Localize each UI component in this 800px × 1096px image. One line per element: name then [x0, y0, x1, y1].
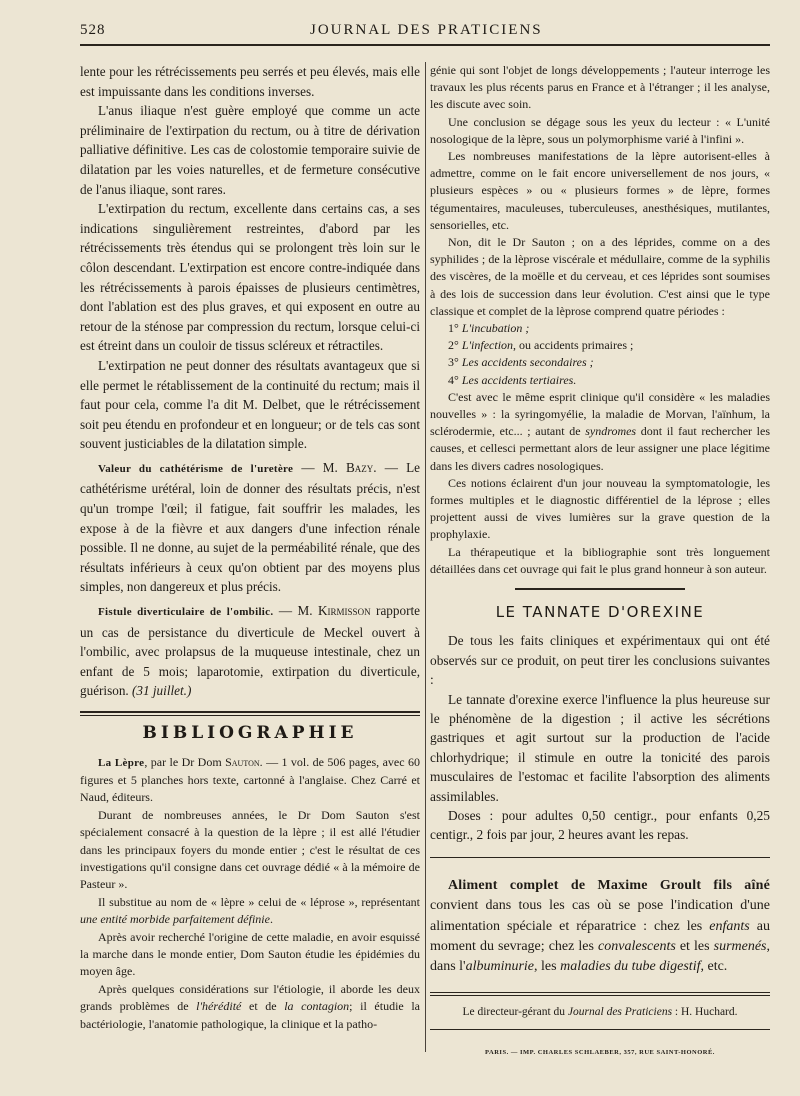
author-name: Bazy	[345, 459, 374, 475]
paragraph: L'extirpation du rectum, excellente dans certains cas, a ses indications singulièrement restreintes, d'abord par les rétrécissements très étendus qui se prolongent très loin sur le côlon descendant. L'extirpation est encore contre-indiquée dans les rétrécissements à parois épaisses de plusieurs centimètres, dont l'ablation est des plus graves, et qui exposent en outre au retour de la sténose par compression du rectum, lorsque celui-ci est étreint dans un couloir de tissus scléreux et rétractiles.	[80, 201, 420, 354]
paragraph	[80, 894, 420, 929]
text: , etc.	[700, 959, 728, 975]
section-rule	[80, 711, 420, 713]
text-italic: albuminurie	[465, 959, 535, 975]
text: . — Le cathétérisme urétéral, loin de donner des résultats précis, n'est qu'un trompe l'œil; il fatigue, fait souffrir les malades, les expose à de la fièvre et aux dangers d'une infection rénale possible. Il ne donne, au sujet de la perméabilité rénale, que des résultats inférieurs à ceux qu'on obtient par des moyens plus simples, non dangereux et plus précis.	[80, 459, 420, 595]
journal-title: JOURNAL DES PRATICIENS	[310, 22, 543, 38]
period-rest: , ou accidents primaires ;	[513, 338, 634, 353]
text: C'est avec le même esprit clinique qu'il considère « les maladies nouvelles » : la syringomyélie, la maladie de Morvan, l'aïnhum, la sclérodermie, etc... ; autant de	[430, 389, 770, 439]
paragraph: Le tannate d'orexine exerce l'influence la plus heureuse sur le phénomène de la digestion ; il active les sécrétions gastriques et agit surtout sur la production de l'acide chlorhydrique; il stimule en outre la tonicité des parois musculaires de l'estomac et facilite l'absorption des aliments assimilables.	[430, 691, 770, 804]
author-name: Kirmisson	[318, 603, 371, 619]
footer-rule	[430, 992, 770, 996]
tannate-section	[430, 631, 770, 844]
period-number: 2°	[448, 338, 459, 353]
text: ; il étudie la bactériologie, l'anatomie pathologique, la clinique et la patho-	[80, 999, 421, 1031]
paragraph: lente pour les rétrécissements peu serrés et peu élevés, mais elle est impuissante dans les conditions inverses.	[80, 64, 420, 99]
text: . — 1 vol. de 506 pages, avec 60 figures et 5 planches hors texte, cartonné à l'anglaise. Chez Carré et Naud, éditeurs.	[80, 754, 421, 805]
printer-line: PARIS. — IMP. CHARLES SCHLAEBER, 357, RUE SAINT-HONORÉ.	[485, 1049, 715, 1056]
book-title: La Lèpre	[98, 756, 145, 769]
book-entry	[80, 754, 420, 807]
text: Après quelques considérations sur l'étiologie, il aborde les deux grands problèmes de	[80, 981, 420, 1014]
text: Le directeur-gérant du	[462, 1005, 568, 1018]
period-number: 1°	[448, 321, 459, 336]
paragraph-bazy	[80, 458, 420, 597]
period-label: Les accidents secondaires ;	[461, 355, 594, 370]
text: — M.	[273, 603, 319, 619]
period-item	[430, 372, 770, 389]
paragraph: Non, dit le Dr Sauton ; on a des léprides, comme on a des syphilides ; de la lèprose viscérale et médullaire, comme de la syphilis des viscères, de la moëlle et du cerveau, et ces léprides sont soumises à des lois de succession dans leur évolution. C'est ainsi que le type classique et complet de la lèprose comprend quatre périodes :	[430, 235, 770, 318]
text-italic: enfants	[709, 918, 750, 934]
paragraph: L'anus iliaque n'est guère employé que comme un acte préliminaire de l'extirpation du rectum, ou à titre de dérivation palliative définitive. Les cas de colostomie temporaire suivie de dilatation par les voies naturelles, et de fermeture consécutive de l'anus iliaque, sont rares.	[80, 103, 420, 197]
page-number: 528	[80, 22, 106, 38]
column-divider	[425, 62, 426, 1052]
text: et les	[675, 938, 714, 954]
bibliography-title: BIBLIOGRAPHIE	[142, 723, 358, 743]
paragraph: Une conclusion se dégage sous les yeux du lecteur : « L'unité nosologique de la lèpre, sous un polymorphisme varié à l'infini ».	[430, 114, 770, 146]
paragraph: La thérapeutique et la bibliographie sont très longuement détaillées dans cet ouvrage qui fait le plus grand honneur à son auteur.	[430, 544, 770, 576]
text-italic: maladies du tube digestif	[560, 959, 701, 975]
text-italic: surmenés	[713, 938, 767, 954]
tannate-title: LE TANNATE D'OREXINE	[495, 603, 705, 622]
text: rapporte un cas de persistance du diverticule de Meckel ouvert à l'ombilic, avec prolapsus de la muqueuse intestinale, chez un enfant de 5 mois; laparotomie, extirpation du diverticule, guérison.	[80, 603, 420, 699]
text: , par le Dr Dom	[144, 754, 226, 769]
paragraph	[80, 981, 420, 1033]
period-item	[430, 354, 770, 371]
paragraph: Après avoir recherché l'origine de cette maladie, en avoir esquissé la marche dans le monde entier, Dom Sauton étudie les épidémies du moyen âge.	[80, 929, 420, 979]
date: (31 juillet.)	[132, 683, 192, 699]
paragraph: L'extirpation ne peut donner des résultats avantageux que si elle permet le rétablissement de la continuité du rectum; mais il faut pour cela, comme l'a dit M. Delbet, que le rétrécissement soit peu étendu en profondeur et en longueur; or de tels cas sont souvent justiciables de la dilatation simple.	[80, 357, 420, 452]
text: , les	[534, 959, 561, 975]
section-rule	[515, 588, 685, 590]
text-italic: convalescents	[598, 938, 676, 954]
paragraph-kirmisson	[80, 601, 420, 701]
paragraph: Les nombreuses manifestations de la lèpre autorisent-elles à admettre, comme on le fait encore universellement de nos jours, « plusieurs espèces » ou « plusieurs formes » de lèpre, formes tégumentaires, maculeuses, tuberculeuses, anesthésiques, mutilantes, sensorielles, etc.	[430, 149, 770, 232]
text: et de	[241, 999, 285, 1014]
paragraph	[430, 389, 770, 475]
runin-heading: Valeur du cathétérisme de l'uretère	[98, 462, 294, 475]
right-column	[430, 62, 770, 1061]
paragraph: Doses : pour adultes 0,50 centigr., pour enfants 0,25 centigr., 2 fois par jour, 2 heures avant les repas.	[430, 807, 770, 843]
text-italic: l'hérédité	[196, 999, 242, 1014]
advertisement	[430, 876, 770, 978]
period-label: L'infection	[461, 338, 514, 353]
period-label: Les accidents tertiaires.	[461, 372, 577, 387]
text: .	[269, 912, 273, 927]
section-rule-thin	[80, 715, 420, 716]
paragraph: génie qui sont l'objet de longs développements ; l'auteur interroge les travaux les plus récents parus en France et à l'étranger ; il les analyse, les discute avec soin.	[430, 63, 770, 112]
text: au moment du sevrage; chez les	[430, 918, 770, 954]
text-italic: syndromes	[585, 424, 637, 439]
director-line	[430, 1004, 770, 1021]
ad-headline: Aliment complet de Maxime Groult fils aîné	[448, 877, 770, 893]
page-header	[80, 22, 770, 44]
text: — M.	[293, 459, 346, 475]
paragraph: Ces notions éclairent d'un jour nouveau la symptomatologie, les formes multiples et le diagnostic différentiel de la léprose ; elles projettent aussi de vives lumières sur la grave question de la prophylaxie.	[430, 475, 770, 542]
left-column	[80, 62, 420, 1033]
ad-rule	[430, 857, 770, 858]
text: dont il faut rechercher les causes, et cellesci permettant alors de leur assigner une place légitime dans les divers cadres nosologiques.	[430, 424, 770, 473]
paragraph: De tous les faits cliniques et expérimentaux qui ont été observés sur ce produit, on peut tirer les conclusions suivantes :	[430, 633, 770, 688]
period-item	[430, 337, 770, 354]
paragraph: Durant de nombreuses années, le Dr Dom Sauton s'est spécialement consacré à la question de la lèpre ; il est allé l'étudier dans les principaux foyers du monde entier ; c'est le résultat de ces investigations qu'il consigne dans cet ouvrage dédié « à la mémoire de Pasteur ».	[80, 807, 420, 892]
period-item	[430, 320, 770, 337]
period-number: 4°	[448, 372, 459, 387]
text: , dans l'	[430, 938, 771, 975]
text-italic: la contagion	[284, 999, 350, 1014]
footer-rule-bottom	[430, 1029, 770, 1030]
author-name: Sauton	[225, 754, 260, 769]
text-italic: une entité morbide parfaitement définie	[80, 912, 270, 927]
period-label: L'incubation ;	[461, 321, 530, 336]
text: convient dans tous les cas où se pose l'indication d'une alimentation spéciale et réparatrice : chez les	[430, 898, 770, 934]
header-rule	[80, 44, 770, 46]
period-number: 3°	[448, 355, 459, 370]
text-italic: Journal des Praticiens	[567, 1005, 673, 1018]
text: Il substitue au nom de « lèpre » celui de « léprose », représentant	[98, 894, 420, 909]
text: : H. Huchard.	[672, 1005, 738, 1018]
runin-heading: Fistule diverticulaire de l'ombilic.	[98, 606, 274, 619]
